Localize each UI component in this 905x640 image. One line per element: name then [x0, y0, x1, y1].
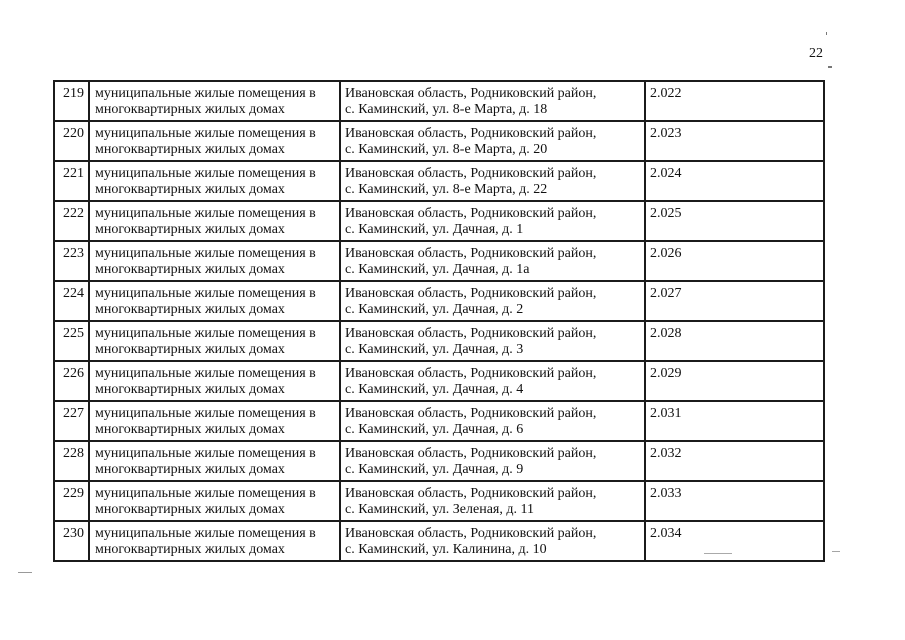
property-address [340, 201, 645, 241]
address-line: с. Каминский, ул. Дачная, д. 1а [345, 262, 530, 277]
property-type-line: многоквартирных жилых домах [95, 182, 285, 197]
address-line: Ивановская область, Родниковский район, [345, 126, 597, 141]
row-number: 219 [54, 81, 89, 121]
property-address [340, 241, 645, 281]
property-type-line: многоквартирных жилых домах [95, 542, 285, 557]
property-type [89, 241, 340, 281]
property-address [340, 161, 645, 201]
page-number: 22 [809, 46, 823, 61]
property-code: 2.025 [645, 201, 824, 241]
property-code: 2.024 [645, 161, 824, 201]
address-line: Ивановская область, Родниковский район, [345, 526, 597, 541]
property-type-line: многоквартирных жилых домах [95, 262, 285, 277]
property-type [89, 201, 340, 241]
property-type [89, 481, 340, 521]
address-line: с. Каминский, ул. Дачная, д. 1 [345, 222, 524, 237]
property-type-line: многоквартирных жилых домах [95, 382, 285, 397]
property-code: 2.032 [645, 441, 824, 481]
property-code: 2.034 [645, 521, 824, 561]
property-type [89, 281, 340, 321]
table-row [54, 401, 824, 441]
property-type [89, 121, 340, 161]
address-line: с. Каминский, ул. Дачная, д. 9 [345, 462, 524, 477]
property-address [340, 281, 645, 321]
property-type [89, 321, 340, 361]
property-address [340, 401, 645, 441]
property-address [340, 321, 645, 361]
table-row [54, 201, 824, 241]
table-row [54, 281, 824, 321]
property-type-line: муниципальные жилые помещения в [95, 326, 316, 341]
address-line: Ивановская область, Родниковский район, [345, 246, 597, 261]
address-line: с. Каминский, ул. Дачная, д. 2 [345, 302, 524, 317]
property-type [89, 361, 340, 401]
table-row [54, 161, 824, 201]
property-type-line: муниципальные жилые помещения в [95, 126, 316, 141]
scan-mark-top [826, 32, 827, 35]
property-address [340, 441, 645, 481]
address-line: Ивановская область, Родниковский район, [345, 406, 597, 421]
row-number: 230 [54, 521, 89, 561]
property-type-line: муниципальные жилые помещения в [95, 286, 316, 301]
property-type [89, 81, 340, 121]
property-type-line: многоквартирных жилых домах [95, 502, 285, 517]
address-line: с. Каминский, ул. Калинина, д. 10 [345, 542, 547, 557]
row-number: 225 [54, 321, 89, 361]
row-number: 229 [54, 481, 89, 521]
property-address [340, 481, 645, 521]
property-type-line: многоквартирных жилых домах [95, 462, 285, 477]
property-type [89, 441, 340, 481]
property-code: 2.026 [645, 241, 824, 281]
property-address [340, 121, 645, 161]
address-line: Ивановская область, Родниковский район, [345, 446, 597, 461]
row-number: 224 [54, 281, 89, 321]
scan-mark-left-bottom [18, 572, 32, 573]
property-code: 2.031 [645, 401, 824, 441]
property-type-line: муниципальные жилые помещения в [95, 406, 316, 421]
property-code: 2.033 [645, 481, 824, 521]
property-type-line: многоквартирных жилых домах [95, 302, 285, 317]
property-type-line: муниципальные жилые помещения в [95, 246, 316, 261]
property-type-line: муниципальные жилые помещения в [95, 446, 316, 461]
property-type [89, 401, 340, 441]
property-address [340, 361, 645, 401]
table-row [54, 441, 824, 481]
table-row [54, 321, 824, 361]
address-line: Ивановская область, Родниковский район, [345, 166, 597, 181]
address-line: с. Каминский, ул. Дачная, д. 3 [345, 342, 524, 357]
property-type [89, 521, 340, 561]
table-row [54, 121, 824, 161]
address-line: с. Каминский, ул. 8-е Марта, д. 20 [345, 142, 548, 157]
property-type-line: муниципальные жилые помещения в [95, 526, 316, 541]
address-line: Ивановская область, Родниковский район, [345, 286, 597, 301]
table-row [54, 81, 824, 121]
row-number: 226 [54, 361, 89, 401]
property-type-line: муниципальные жилые помещения в [95, 86, 316, 101]
property-type-line: многоквартирных жилых домах [95, 142, 285, 157]
row-number: 227 [54, 401, 89, 441]
table-row [54, 521, 824, 561]
row-number: 228 [54, 441, 89, 481]
property-type-line: муниципальные жилые помещения в [95, 366, 316, 381]
address-line: с. Каминский, ул. 8-е Марта, д. 22 [345, 182, 548, 197]
property-code: 2.028 [645, 321, 824, 361]
scan-mark-right-bottom [832, 551, 840, 552]
property-table [53, 80, 825, 562]
address-line: с. Каминский, ул. Дачная, д. 6 [345, 422, 524, 437]
property-type-line: муниципальные жилые помещения в [95, 486, 316, 501]
row-number: 220 [54, 121, 89, 161]
address-line: Ивановская область, Родниковский район, [345, 486, 597, 501]
address-line: Ивановская область, Родниковский район, [345, 86, 597, 101]
row-number: 222 [54, 201, 89, 241]
scan-mark-right-top [828, 66, 832, 68]
row-number: 221 [54, 161, 89, 201]
row-number: 223 [54, 241, 89, 281]
property-code: 2.029 [645, 361, 824, 401]
address-line: Ивановская область, Родниковский район, [345, 366, 597, 381]
table-row [54, 361, 824, 401]
table-row [54, 241, 824, 281]
address-line: Ивановская область, Родниковский район, [345, 326, 597, 341]
property-code: 2.027 [645, 281, 824, 321]
address-line: с. Каминский, ул. 8-е Марта, д. 18 [345, 102, 548, 117]
property-type-line: муниципальные жилые помещения в [95, 206, 316, 221]
property-address [340, 81, 645, 121]
address-line: Ивановская область, Родниковский район, [345, 206, 597, 221]
property-address [340, 521, 645, 561]
property-type-line: многоквартирных жилых домах [95, 222, 285, 237]
property-type [89, 161, 340, 201]
property-type-line: многоквартирных жилых домах [95, 102, 285, 117]
property-code: 2.022 [645, 81, 824, 121]
property-type-line: многоквартирных жилых домах [95, 422, 285, 437]
table-row [54, 481, 824, 521]
property-type-line: муниципальные жилые помещения в [95, 166, 316, 181]
address-line: с. Каминский, ул. Дачная, д. 4 [345, 382, 524, 397]
property-type-line: многоквартирных жилых домах [95, 342, 285, 357]
property-code: 2.023 [645, 121, 824, 161]
address-line: с. Каминский, ул. Зеленая, д. 11 [345, 502, 534, 517]
